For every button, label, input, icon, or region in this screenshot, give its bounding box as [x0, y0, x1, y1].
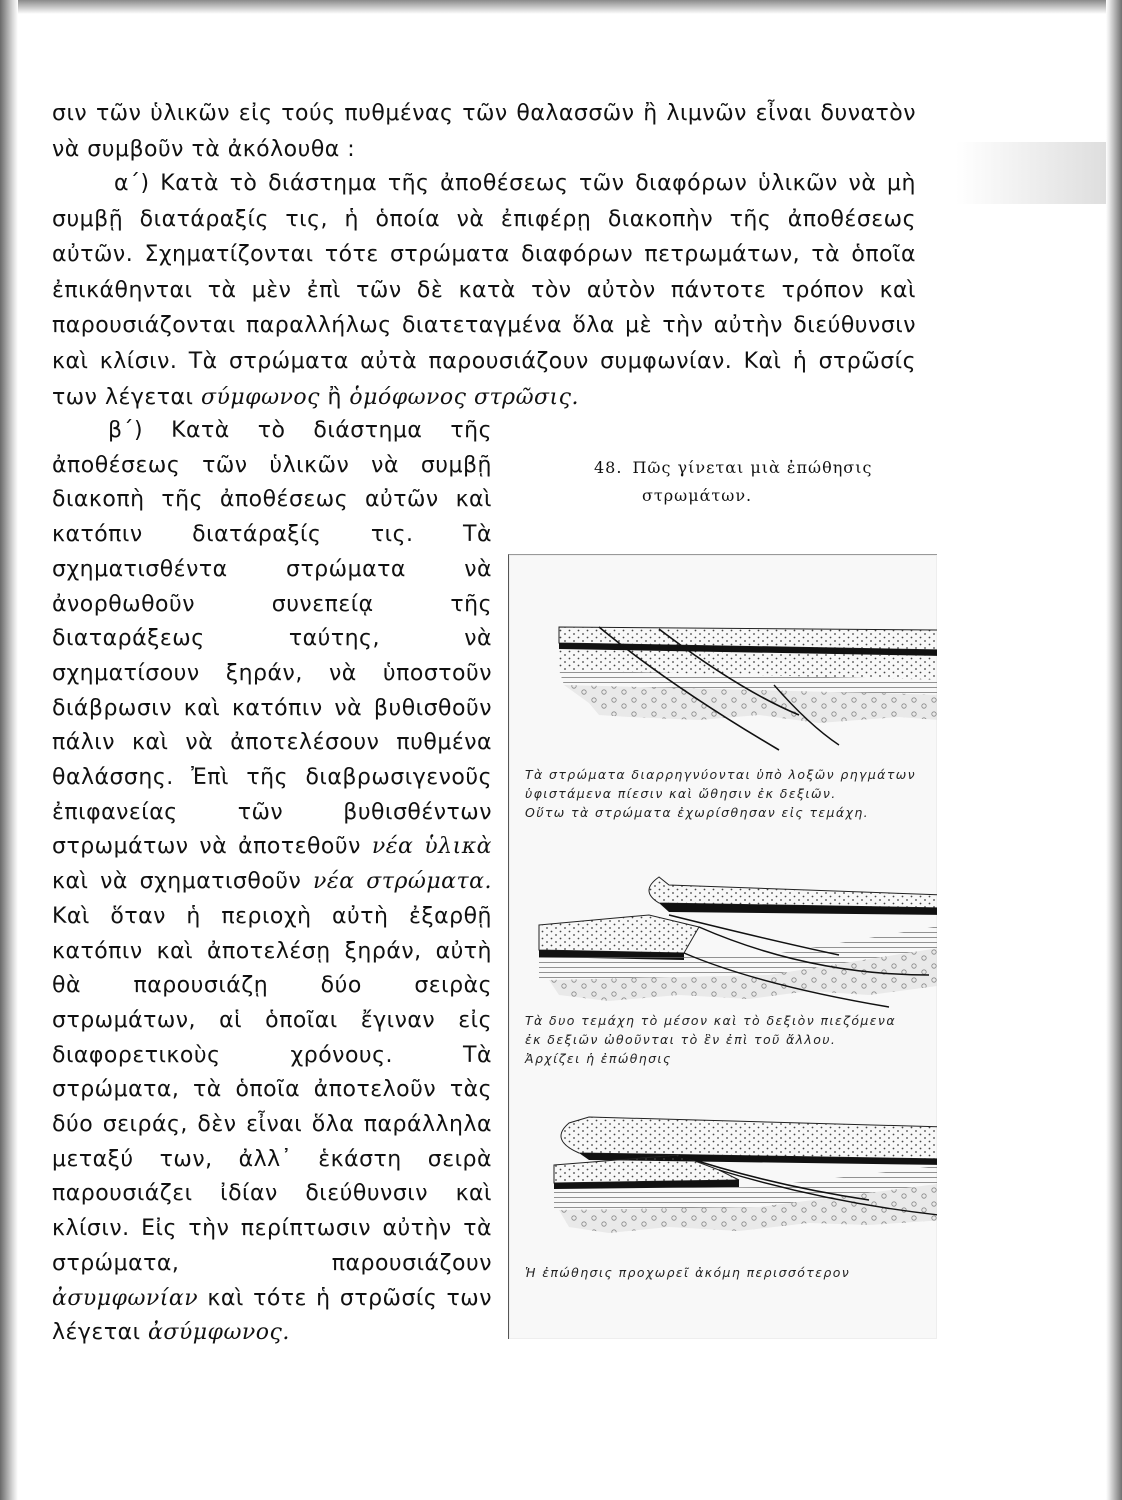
caption-line: Οὕτω τὰ στρώματα ἐχωρίσθησαν εἰς τεμάχη. [525, 805, 870, 820]
caption-line: ὑφιστάμενα πίεσιν καὶ ὤθησιν ἐκ δεξιῶν. [525, 786, 837, 801]
term-symphonos: σύμφωνος [200, 384, 320, 410]
diagram-3 [554, 1117, 937, 1233]
page-shadow-right [1106, 0, 1122, 1500]
figure-caption [594, 454, 934, 510]
diagram-3-caption [525, 1263, 935, 1282]
diagram-2-caption [525, 1011, 935, 1068]
paragraph-alpha-text: α΄) Κατὰ τὸ διάστημα τῆς ἀποθέσεως τῶν διαφόρων ὑλικῶν νὰ μὴ συμβῇ διατάραξίς τις, ἡ ὁποία νὰ ἐπιφέρῃ διακοπὴν τῆς ἀποθέσεως αὐτῶν. Σχηματίζονται τότε στρώματα διαφόρων πετρωμάτων, τὰ ὁποῖα ἐπικάθηνται τὰ μὲν ἐπὶ τῶν δὲ κατὰ τὸν αὐτὸν πάντοτε τρόπον καὶ παρουσιάζονται παραλλήλως διατεταγμένα ὅλα μὲ τὴν αὐτὴν διεύθυνσιν καὶ κλίσιν. Τὰ στρώματα αὐτὰ παρουσιάζουν συμφωνίαν. Καὶ ἡ στρῶσίς των λέγεται [52, 171, 916, 410]
caption-line: Ἡ ἐπώθησις προχωρεῖ ἀκόμη περισσότερον [525, 1265, 851, 1280]
paragraph-beta-and: καὶ νὰ σχηματισθοῦν [52, 869, 302, 895]
caption-line: ἐκ δεξιῶν ὠθοῦνται τὸ ἓν ἐπὶ τοῦ ἄλλου. [525, 1032, 837, 1047]
figure-caption-line2: στρωμάτων. [642, 486, 753, 505]
term-asymphonos: ἀσύμφωνος. [148, 1320, 290, 1346]
page-shadow-left [0, 0, 18, 1500]
page-shadow-top [0, 0, 1122, 14]
paragraph-beta [52, 414, 492, 1351]
paragraph-alpha [52, 166, 916, 415]
caption-line: Ἀρχίζει ἡ ἐπώθησις [525, 1051, 672, 1066]
conjunction-or: ἢ [327, 384, 342, 410]
caption-line: Τὰ δυο τεμάχη τὸ μέσον καὶ τὸ δεξιὸν πιεζόμενα [525, 1013, 896, 1028]
figure-number: 48. [594, 458, 623, 477]
diagram-2 [539, 877, 937, 1007]
paragraph-beta-text3: καὶ τότε ἡ στρῶσίς των λέγεται [52, 1285, 492, 1346]
thrust-figure [508, 554, 937, 1339]
term-new-strata: νέα στρώματα. [313, 869, 492, 895]
figure-caption-line1: Πῶς γίνεται μιὰ ἐπώθησις [632, 458, 873, 477]
thrust-diagrams [509, 555, 937, 1339]
page-bleed-through [956, 142, 1106, 204]
diagram-1 [559, 627, 937, 750]
diagram-1-caption [525, 765, 935, 822]
term-asymphonia: ἀσυμφωνίαν [52, 1285, 199, 1311]
caption-line: Τὰ στρώματα διαρρηγνύονται ὑπὸ λοξῶν ρηγμάτων [525, 767, 916, 782]
term-omophonos: ὁμόφωνος στρῶσις. [349, 384, 579, 410]
paragraph-intro: σιν τῶν ὑλικῶν εἰς τούς πυθμένας τῶν θαλασσῶν ἢ λιμνῶν εἶναι δυνατὸν νὰ συμβοῦν τὰ ἀκόλουθα : [52, 101, 916, 162]
paragraph-beta-text: β΄) Κατὰ τὸ διάστημα τῆς ἀποθέσεως τῶν ὑλικῶν νὰ συμβῇ διακοπὴ τῆς ἀποθέσεως αὐτῶν καὶ κατόπιν διατάραξίς τις. Τὰ σχηματισθέντα στρώματα νὰ ἀνορθωθοῦν συνεπείᾳ τῆς διαταράξεως ταύτης, νὰ σχηματίσουν ξηράν, νὰ ὑποστοῦν διάβρωσιν καὶ κατόπιν νὰ βυθισθοῦν πάλιν καὶ νὰ ἀποτελέσουν πυθμένα θαλάσσης. Ἐπὶ τῆς διαβρωσιγενοῦς ἐπιφανείας τῶν βυθισθέντων στρωμάτων νὰ ἀποτεθοῦν [52, 418, 492, 860]
paragraph-beta-text2: Καὶ ὅταν ἡ περιοχὴ αὐτὴ ἐξαρθῇ κατόπιν καὶ ἀποτελέσῃ ξηράν, αὐτὴ θὰ παρουσιάζῃ δύο σειρὰς στρωμάτων, αἱ ὁποῖαι ἔγιναν εἰς διαφορετικοὺς χρόνους. Τὰ στρώματα, τὰ ὁποῖα ἀποτελοῦν τὰς δύο σειράς, δὲν εἶναι ὅλα παράλληλα μεταξύ των, ἀλλ᾽ ἑκάστη σειρὰ παρουσιάζει ἰδίαν διεύθυνσιν καὶ κλίσιν. Εἰς τὴν περίπτωσιν αὐτὴν τὰ στρώματα, παρουσιάζουν [52, 903, 492, 1276]
term-new-materials: νέα ὑλικὰ [371, 834, 492, 860]
